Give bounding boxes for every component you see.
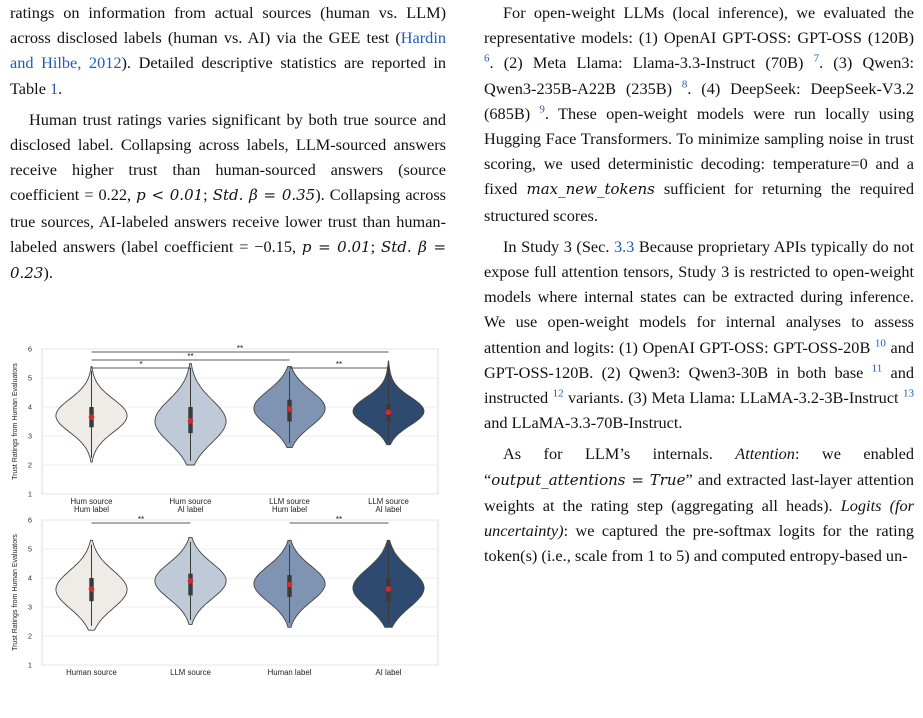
footnote-marker[interactable]: 9: [539, 103, 545, 116]
footnote-marker[interactable]: 8: [681, 78, 688, 91]
y-tick-label: 1: [27, 660, 32, 670]
footnote-marker[interactable]: 12: [552, 387, 564, 400]
x-category-label: LLM source: [368, 497, 409, 506]
text: Human trust ratings varies significant by both true source and disclosed label. Collapsing across labels, LLM-sourced answers receive higher trust than human-sourced answers (source coefficient = 0.22,: [10, 109, 446, 205]
violin-chart-by-condition: [0, 345, 445, 517]
footnote-marker[interactable]: 13: [903, 387, 914, 400]
y-tick-label: 6: [27, 516, 32, 525]
text: . (4) DeepSeek: DeepSeek-V3.2 (685B): [484, 78, 914, 123]
text: and instructed: [484, 362, 914, 408]
text: For open-weight LLMs (local inference), we evaluated the representative models: (1) OpenAI GPT-OSS: GPT-OSS (120B): [484, 3, 914, 48]
significance-label: **: [236, 345, 244, 354]
text: and LLaMA-3.3-70B-Instruct.: [484, 413, 683, 433]
left-column: [10, 0, 446, 286]
x-category-label: LLM source: [269, 497, 310, 506]
math-output-attentions: output_attentions = True: [491, 470, 686, 489]
footnote-marker[interactable]: 11: [871, 362, 883, 375]
y-tick-label: 1: [27, 489, 32, 499]
paragraph-ges-test: [10, 0, 446, 101]
right-column: [484, 0, 914, 568]
citation-link-hardin-hilbe[interactable]: Hardin and Hilbe, 2012: [10, 28, 446, 73]
mean-marker: [188, 578, 194, 584]
text: sufficient for returning the required structured scores.: [484, 179, 914, 225]
mean-marker: [287, 582, 293, 588]
x-category-label: Human label: [267, 668, 312, 677]
significance-label: **: [335, 516, 343, 525]
y-tick-label: 4: [27, 402, 32, 412]
x-category-label: AI label: [375, 668, 402, 677]
y-tick-label: 5: [27, 373, 32, 383]
y-tick-label: 5: [27, 544, 32, 554]
y-tick-label: 2: [27, 460, 32, 470]
section-reference-link[interactable]: 3.3: [613, 236, 635, 256]
y-tick-label: 3: [27, 431, 32, 441]
paragraph-study-3: [484, 234, 914, 436]
text: ).: [43, 263, 53, 283]
mean-marker: [287, 406, 293, 412]
mean-marker: [89, 414, 95, 420]
math-std-beta: Std. β = 0.35: [212, 186, 316, 205]
paragraph-llm-internals: [484, 441, 914, 568]
text: ” and extracted last-layer attention weights at the rating step (aggregating all heads).: [484, 469, 914, 515]
mean-marker: [188, 418, 194, 424]
y-axis-label: Trust Ratings from Human Evaluators: [12, 534, 19, 651]
significance-label: **: [137, 516, 145, 525]
violin-chart-marginal: [0, 516, 445, 688]
mean-marker: [89, 586, 95, 592]
text: ;: [203, 185, 213, 205]
footnote-marker[interactable]: 7: [813, 52, 820, 65]
x-category-label: AI label: [177, 505, 204, 514]
text: . (2) Meta Llama: Llama-3.3-Instruct (70B): [489, 53, 814, 73]
math-std-beta: Std. β = 0.23: [10, 237, 447, 283]
x-category-label: Hum label: [73, 505, 110, 514]
x-category-label: Hum label: [271, 505, 308, 514]
footnote-marker[interactable]: 10: [874, 337, 886, 350]
x-category-label: LLM source: [170, 668, 211, 677]
table-reference-link[interactable]: 1: [50, 78, 59, 98]
text: and GPT-OSS-120B. (2) Qwen3: Qwen3-30B in both base: [484, 337, 914, 382]
paragraph-open-weight-models: [484, 0, 914, 228]
text: ;: [370, 236, 381, 256]
term-attention: Attention: [735, 444, 795, 464]
text: In Study 3 (Sec.: [503, 236, 614, 256]
violin-iqr-box: [188, 574, 192, 596]
footnote-marker[interactable]: 6: [484, 52, 490, 65]
x-category-label: AI label: [375, 505, 402, 514]
paragraph-trust-results: [10, 107, 446, 286]
x-category-label: Hum source: [169, 497, 212, 506]
significance-label: **: [187, 352, 194, 362]
text: : we enabled “: [484, 444, 914, 489]
x-category-label: Hum source: [70, 497, 113, 506]
significance-label: *: [139, 360, 143, 370]
text: . These open-weight models were run locally using Hugging Face Transformers. To minimize sampling noise in trust scoring, we used deterministic decoding: temperature=0 and a fixed: [484, 103, 914, 199]
math-p-value: p = 0.01: [301, 237, 371, 256]
y-tick-label: 2: [27, 631, 32, 641]
mean-marker: [386, 409, 392, 415]
text: : we captured the pre-softmax logits for the rating token(s) (i.e., scale from 1 to 5) and computed entropy-based un-: [484, 521, 914, 566]
text: As for LLM’s internals.: [503, 444, 736, 464]
x-category-label: Human source: [66, 668, 117, 677]
text: ). Collapsing across true sources, AI-labeled answers receive lower trust than human-labeled answers (label coefficient = −0.15,: [10, 185, 447, 256]
text: . (3) Qwen3: Qwen3-235B-A22B (235B): [484, 53, 914, 98]
mean-marker: [386, 586, 392, 592]
y-tick-label: 3: [27, 602, 32, 612]
term-logits: Logits (for uncertainty): [484, 495, 914, 541]
text: ). Detailed descriptive statistics are reported in Table: [10, 53, 446, 98]
math-max-new-tokens: max_new_tokens: [526, 180, 655, 199]
math-p-value: p < 0.01: [136, 186, 204, 205]
text: ratings on information from actual sources (human vs. LLM) across disclosed labels (human vs. AI) via the GEE test (: [10, 3, 446, 48]
text: Because proprietary APIs typically do not expose full attention tensors, Study 3 is restricted to open-weight models where internal states can be extracted during inference. We use open-weight models for internal analyses to assess attention and logits: (1) OpenAI GPT-OSS: GPT-OSS-20B: [484, 236, 915, 357]
text: variants. (3) Meta Llama: LLaMA-3.2-3B-Instruct: [563, 388, 903, 408]
text: .: [58, 78, 63, 98]
significance-label: **: [335, 360, 343, 370]
y-tick-label: 4: [27, 573, 32, 583]
y-axis-label: Trust Ratings from Human Evaluators: [12, 363, 19, 480]
y-tick-label: 6: [27, 345, 32, 354]
